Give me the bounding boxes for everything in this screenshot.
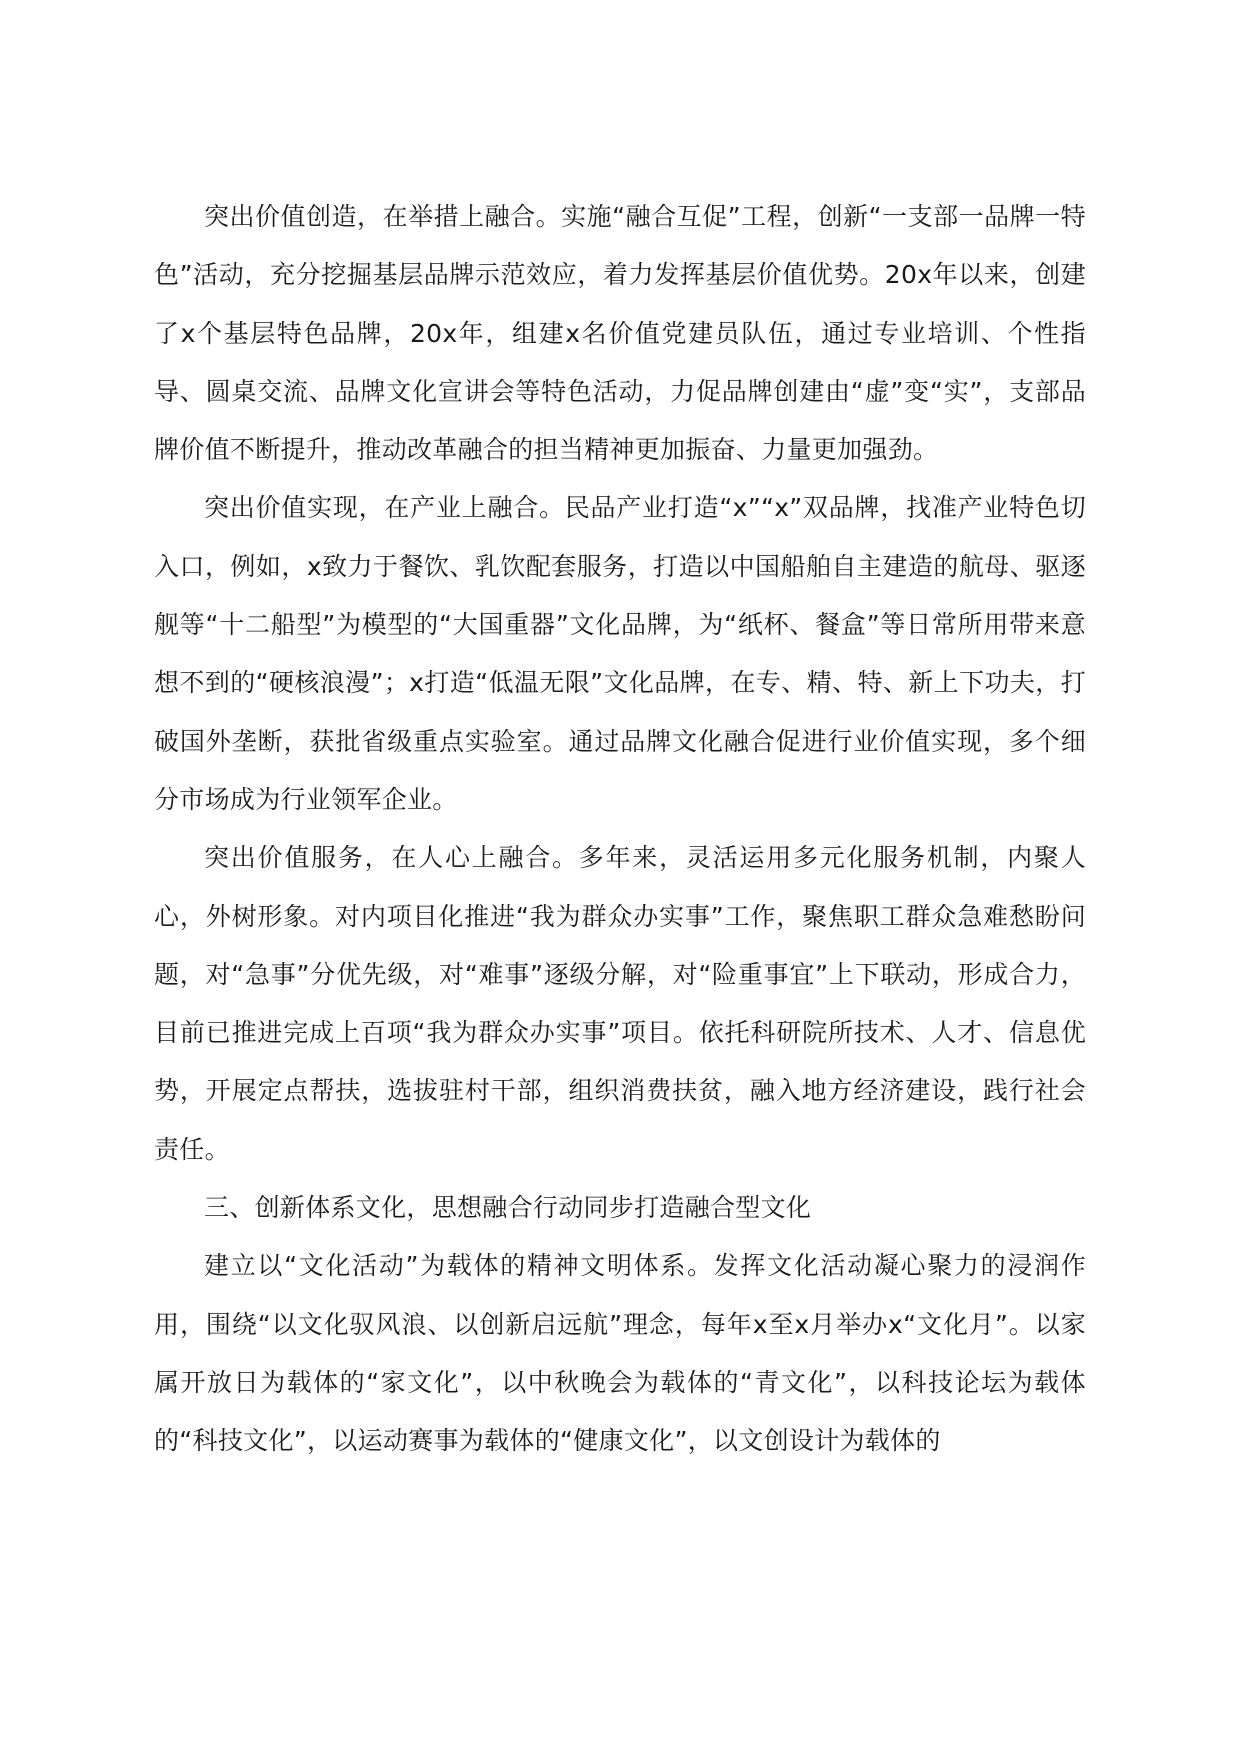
- paragraph-culture-activities: 建立以“文化活动”为载体的精神文明体系。发挥文化活动凝心聚力的浸润作用，围绕“以文化驭风浪、以创新启远航”理念，每年x至x月举办x“文化月”。以家属开放日为载体的“家文化”，以中秋晚会为载体的“青文化”，以科技论坛为载体的“科技文化”，以运动赛事为载体的“健康文化”，以文创设计为载体的: [154, 1251, 1086, 1456]
- paragraph-value-creation: 突出价值创造，在举措上融合。实施“融合互促”工程，创新“一支部一品牌一特色”活动，充分挖掘基层品牌示范效应，着力发挥基层价值优势。20x年以来，创建了x个基层特色品牌，20x年，组建x名价值党建员队伍，通过专业培训、个性指导、圆桌交流、品牌文化宣讲会等特色活动，力促品牌创建由“虚”变“实”，支部品牌价值不断提升，推动改革融合的担当精神更加振奋、力量更加强劲。: [154, 202, 1086, 465]
- paragraph-value-service: 突出价值服务，在人心上融合。多年来，灵活运用多元化服务机制，内聚人心，外树形象。对内项目化推进“我为群众办实事”工作，聚焦职工群众急难愁盼问题，对“急事”分优先级，对“难事”逐级分解，对“险重事宜”上下联动，形成合力，目前已推进完成上百项“我为群众办实事”项目。依托科研院所技术、人才、信息优势，开展定点帮扶，选拔驻村干部，组织消费扶贫，融入地方经济建设，践行社会责任。: [154, 843, 1086, 1164]
- document-body: [154, 188, 1086, 1471]
- section-heading: 三、创新体系文化，思想融合行动同步打造融合型文化: [204, 1193, 812, 1223]
- paragraph-value-realization: 突出价值实现，在产业上融合。民品产业打造“x”“x”双品牌，找准产业特色切入口，例如，x致力于餐饮、乳饮配套服务，打造以中国船舶自主建造的航母、驱逐舰等“十二船型”为模型的“大国重器”文化品牌，为“纸杯、餐盒”等日常所用带来意想不到的“硬核浪漫”；x打造“低温无限”文化品牌，在专、精、特、新上下功夫，打破国外垄断，获批省级重点实验室。通过品牌文化融合促进行业价值实现，多个细分市场成为行业领军企业。: [154, 493, 1086, 814]
